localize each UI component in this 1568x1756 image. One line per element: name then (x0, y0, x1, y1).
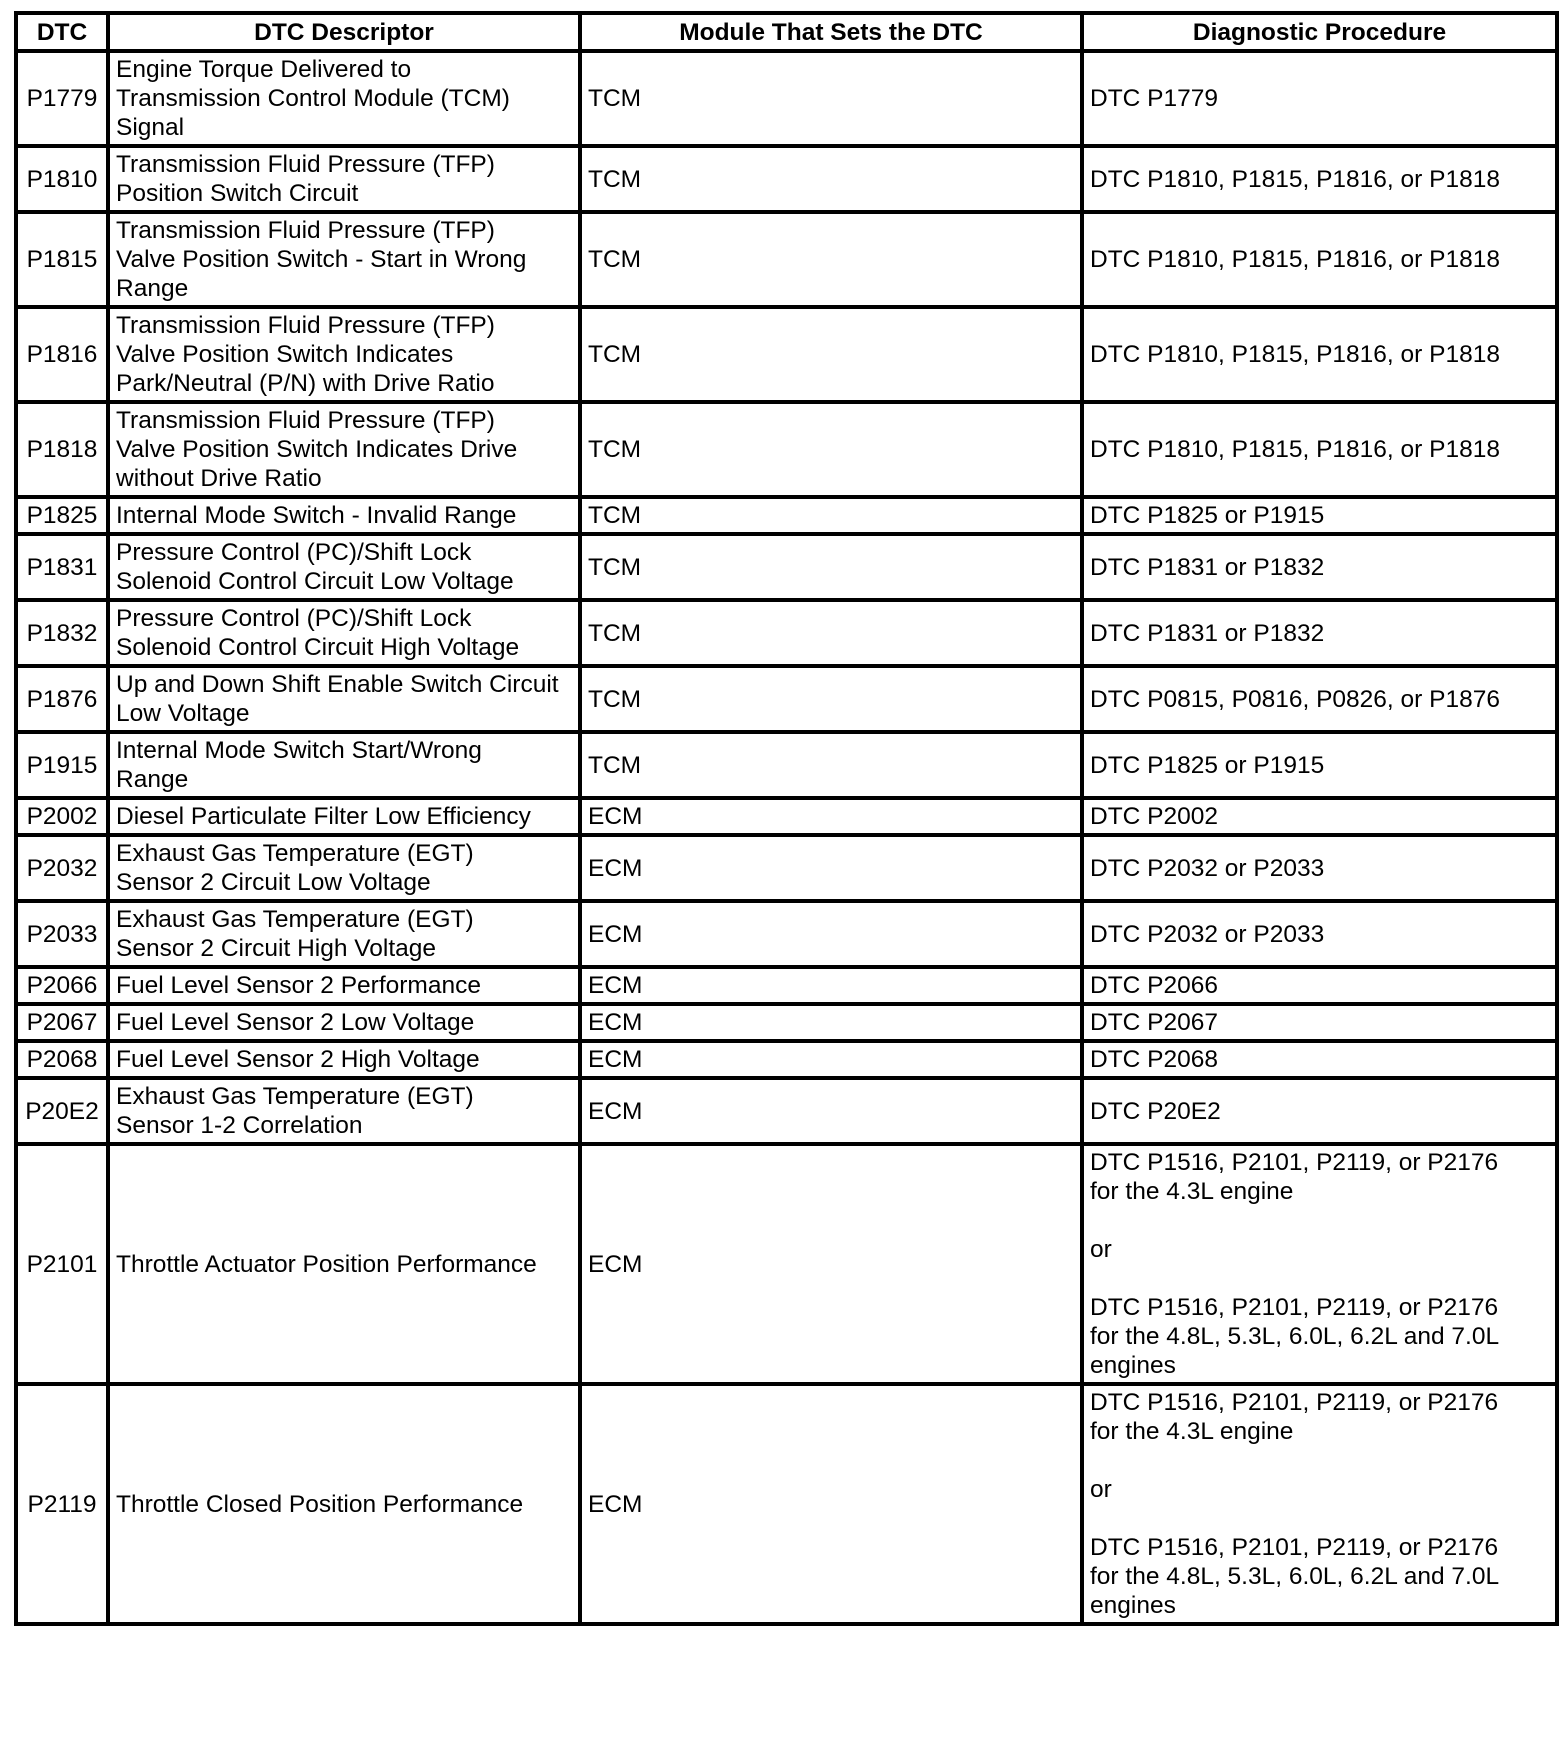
table-row (16, 1078, 1557, 1144)
table-row (16, 1384, 1557, 1624)
cell-descriptor: Engine Torque Delivered to Transmission Control Module (TCM) Signal (108, 51, 580, 146)
header-dtc: DTC (16, 13, 108, 51)
cell-procedure: DTC P0815, P0816, P0826, or P1876 (1082, 666, 1557, 732)
cell-descriptor: Pressure Control (PC)/Shift Lock Solenoid Control Circuit Low Voltage (108, 534, 580, 600)
cell-descriptor: Transmission Fluid Pressure (TFP) Position Switch Circuit (108, 146, 580, 212)
cell-procedure: DTC P1831 or P1832 (1082, 534, 1557, 600)
cell-procedure: DTC P2032 or P2033 (1082, 901, 1557, 967)
cell-module: TCM (580, 732, 1082, 798)
table-row (16, 534, 1557, 600)
cell-descriptor: Throttle Closed Position Performance (108, 1384, 580, 1624)
cell-descriptor: Exhaust Gas Temperature (EGT) Sensor 1-2 Correlation (108, 1078, 580, 1144)
cell-dtc: P2101 (16, 1144, 108, 1384)
cell-procedure: DTC P1825 or P1915 (1082, 497, 1557, 534)
cell-procedure: DTC P1810, P1815, P1816, or P1818 (1082, 402, 1557, 497)
cell-descriptor: Exhaust Gas Temperature (EGT) Sensor 2 Circuit High Voltage (108, 901, 580, 967)
dtc-table-container (14, 11, 1559, 1626)
cell-dtc: P1832 (16, 600, 108, 666)
header-descriptor: DTC Descriptor (108, 13, 580, 51)
cell-module: ECM (580, 1004, 1082, 1041)
header-module: Module That Sets the DTC (580, 13, 1082, 51)
cell-procedure: DTC P2032 or P2033 (1082, 835, 1557, 901)
table-row (16, 212, 1557, 307)
cell-module: TCM (580, 212, 1082, 307)
cell-dtc: P2032 (16, 835, 108, 901)
cell-descriptor: Internal Mode Switch Start/Wrong Range (108, 732, 580, 798)
header-row (16, 13, 1557, 51)
cell-module: TCM (580, 146, 1082, 212)
cell-dtc: P1818 (16, 402, 108, 497)
cell-descriptor: Up and Down Shift Enable Switch Circuit Low Voltage (108, 666, 580, 732)
cell-module: ECM (580, 967, 1082, 1004)
table-row (16, 146, 1557, 212)
cell-procedure: DTC P2068 (1082, 1041, 1557, 1078)
cell-procedure: DTC P1516, P2101, P2119, or P2176 for the 4.3L engine or DTC P1516, P2101, P2119, or P2176 for the 4.8L, 5.3L, 6.0L, 6.2L and 7.0L engines (1082, 1144, 1557, 1384)
cell-descriptor: Transmission Fluid Pressure (TFP) Valve Position Switch Indicates Drive without Drive Ratio (108, 402, 580, 497)
cell-module: ECM (580, 798, 1082, 835)
table-row (16, 835, 1557, 901)
cell-module: TCM (580, 51, 1082, 146)
cell-dtc: P2067 (16, 1004, 108, 1041)
table-row (16, 51, 1557, 146)
table-row (16, 497, 1557, 534)
cell-procedure: DTC P1831 or P1832 (1082, 600, 1557, 666)
cell-dtc: P2119 (16, 1384, 108, 1624)
table-row (16, 732, 1557, 798)
cell-module: ECM (580, 1384, 1082, 1624)
cell-procedure: DTC P2066 (1082, 967, 1557, 1004)
cell-procedure: DTC P1810, P1815, P1816, or P1818 (1082, 212, 1557, 307)
cell-descriptor: Internal Mode Switch - Invalid Range (108, 497, 580, 534)
cell-dtc: P1815 (16, 212, 108, 307)
cell-descriptor: Fuel Level Sensor 2 Performance (108, 967, 580, 1004)
cell-dtc: P2002 (16, 798, 108, 835)
table-row (16, 798, 1557, 835)
cell-dtc: P1831 (16, 534, 108, 600)
cell-dtc: P2068 (16, 1041, 108, 1078)
table-row (16, 402, 1557, 497)
cell-dtc: P2033 (16, 901, 108, 967)
header-procedure: Diagnostic Procedure (1082, 13, 1557, 51)
table-row (16, 666, 1557, 732)
cell-dtc: P20E2 (16, 1078, 108, 1144)
table-row (16, 307, 1557, 402)
cell-procedure: DTC P2067 (1082, 1004, 1557, 1041)
cell-dtc: P1915 (16, 732, 108, 798)
cell-dtc: P1876 (16, 666, 108, 732)
cell-descriptor: Exhaust Gas Temperature (EGT) Sensor 2 Circuit Low Voltage (108, 835, 580, 901)
table-row (16, 600, 1557, 666)
table-row (16, 967, 1557, 1004)
cell-module: ECM (580, 835, 1082, 901)
cell-module: TCM (580, 402, 1082, 497)
cell-module: TCM (580, 600, 1082, 666)
table-row (16, 1041, 1557, 1078)
table-row (16, 1004, 1557, 1041)
cell-descriptor: Fuel Level Sensor 2 Low Voltage (108, 1004, 580, 1041)
cell-descriptor: Transmission Fluid Pressure (TFP) Valve Position Switch Indicates Park/Neutral (P/N) with Drive Ratio (108, 307, 580, 402)
cell-module: ECM (580, 901, 1082, 967)
cell-module: ECM (580, 1078, 1082, 1144)
cell-module: TCM (580, 497, 1082, 534)
cell-descriptor: Diesel Particulate Filter Low Efficiency (108, 798, 580, 835)
cell-procedure: DTC P1810, P1815, P1816, or P1818 (1082, 307, 1557, 402)
cell-module: TCM (580, 534, 1082, 600)
cell-procedure: DTC P1810, P1815, P1816, or P1818 (1082, 146, 1557, 212)
cell-procedure: DTC P1825 or P1915 (1082, 732, 1557, 798)
cell-module: TCM (580, 666, 1082, 732)
cell-procedure: DTC P1516, P2101, P2119, or P2176 for the 4.3L engine or DTC P1516, P2101, P2119, or P2176 for the 4.8L, 5.3L, 6.0L, 6.2L and 7.0L engines (1082, 1384, 1557, 1624)
cell-descriptor: Fuel Level Sensor 2 High Voltage (108, 1041, 580, 1078)
cell-dtc: P1779 (16, 51, 108, 146)
cell-procedure: DTC P1779 (1082, 51, 1557, 146)
cell-descriptor: Pressure Control (PC)/Shift Lock Solenoid Control Circuit High Voltage (108, 600, 580, 666)
cell-dtc: P2066 (16, 967, 108, 1004)
dtc-table (14, 11, 1559, 1626)
cell-module: ECM (580, 1041, 1082, 1078)
cell-dtc: P1810 (16, 146, 108, 212)
table-row (16, 1144, 1557, 1384)
cell-dtc: P1825 (16, 497, 108, 534)
cell-procedure: DTC P2002 (1082, 798, 1557, 835)
cell-descriptor: Throttle Actuator Position Performance (108, 1144, 580, 1384)
table-row (16, 901, 1557, 967)
cell-descriptor: Transmission Fluid Pressure (TFP) Valve Position Switch - Start in Wrong Range (108, 212, 580, 307)
cell-procedure: DTC P20E2 (1082, 1078, 1557, 1144)
cell-dtc: P1816 (16, 307, 108, 402)
cell-module: TCM (580, 307, 1082, 402)
cell-module: ECM (580, 1144, 1082, 1384)
